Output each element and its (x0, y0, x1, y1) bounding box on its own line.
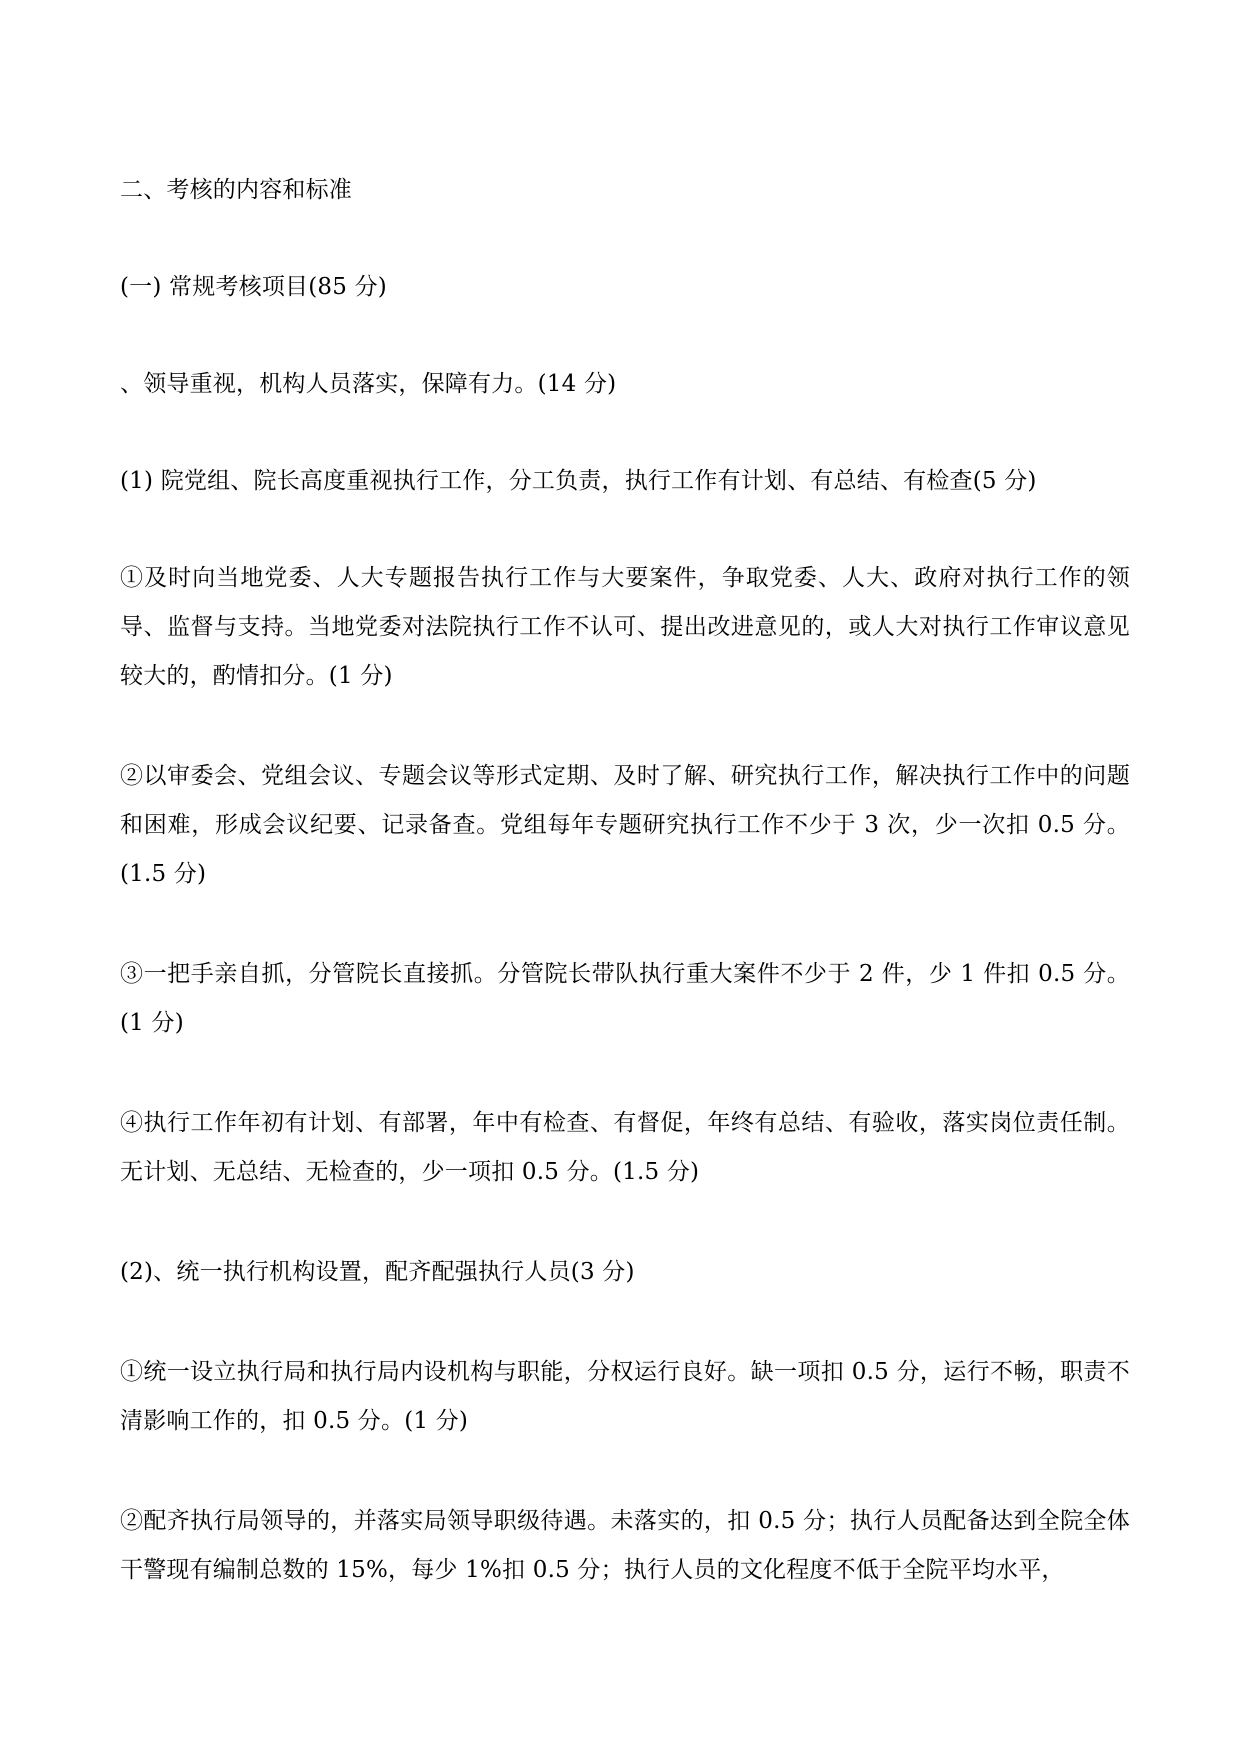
sub-item-2-point-2: ②配齐执行局领导的，并落实局领导职级待遇。未落实的，扣 0.5 分；执行人员配备达到全院全体干警现有编制总数的 15%，每少 1%扣 0.5 分；执行人员的文化程度不低于全院平均水平， (120, 1508, 1130, 1583)
section-heading: 二、考核的内容和标准 (120, 177, 352, 203)
sub-item-1-heading: (1) 院党组、院长高度重视执行工作，分工负责，执行工作有计划、有总结、有检查(5 分) (120, 468, 1037, 494)
sub-item-1-point-4: ④执行工作年初有计划、有部署，年中有检查、有督促，年终有总结、有验收，落实岗位责任制。无计划、无总结、无检查的，少一项扣 0.5 分。(1.5 分) (120, 1110, 1130, 1185)
item-heading: 、领导重视，机构人员落实，保障有力。(14 分) (120, 371, 617, 397)
sub-item-1-point-3: ③一把手亲自抓，分管院长直接抓。分管院长带队执行重大案件不少于 2 件，少 1 件扣 0.5 分。(1 分) (120, 961, 1130, 1036)
sub-item-1-point-2: ②以审委会、党组会议、专题会议等形式定期、及时了解、研究执行工作，解决执行工作中的问题和困难，形成会议纪要、记录备查。党组每年专题研究执行工作不少于 3 次，少一次扣 0.5 分。(1.5 分) (120, 763, 1130, 887)
sub-item-2-heading: (2)、统一执行机构设置，配齐配强执行人员(3 分) (120, 1259, 635, 1285)
document-body (120, 166, 1130, 1595)
subsection-heading: (一) 常规考核项目(85 分) (120, 274, 387, 300)
sub-item-2-point-1: ①统一设立执行局和执行局内设机构与职能，分权运行良好。缺一项扣 0.5 分，运行不畅，职责不清影响工作的，扣 0.5 分。(1 分) (120, 1359, 1130, 1434)
sub-item-1-point-1: ①及时向当地党委、人大专题报告执行工作与大要案件，争取党委、人大、政府对执行工作的领导、监督与支持。当地党委对法院执行工作不认可、提出改进意见的，或人大对执行工作审议意见较大的，酌情扣分。(1 分) (120, 565, 1130, 689)
